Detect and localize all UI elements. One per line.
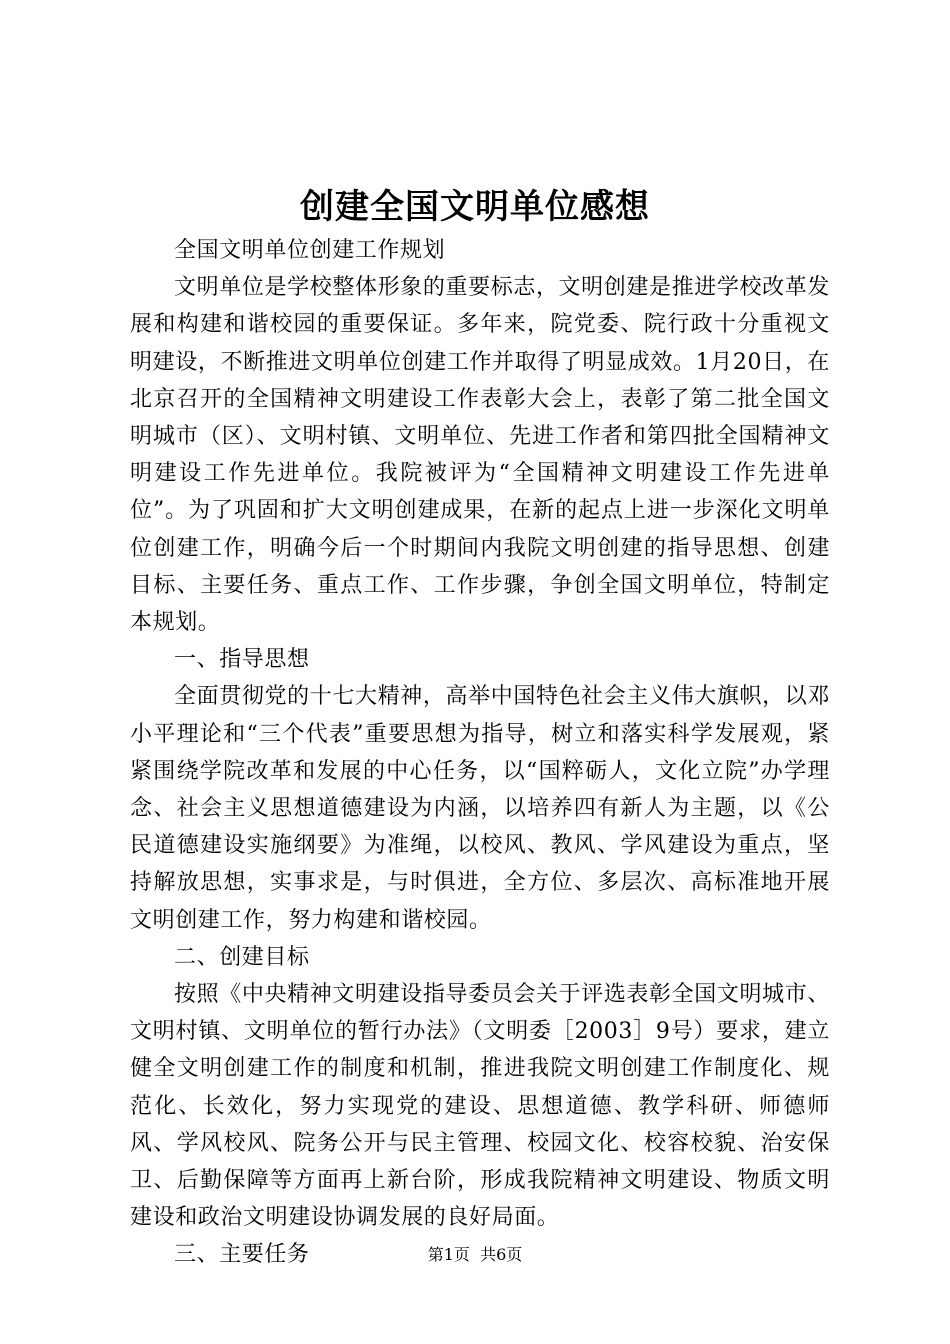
document-body [130, 232, 830, 1274]
section-heading-goals: 二、创建目标 [174, 944, 310, 970]
page-total: 共6页 [480, 1245, 523, 1264]
intro-paragraph: 文明单位是学校整体形象的重要标志，文明创建是推进学校改革发展和构建和谐校园的重要保证。多年来，院党委、院行政十分重视文明建设，不断推进文明单位创建工作并取得了明显成效。1月20日，在北京召开的全国精神文明建设工作表彰大会上，表彰了第二批全国文明城市（区）、文明村镇、文明单位、先进工作者和第四批全国精神文明建设工作先进单位。我院被评为“全国精神文明建设工作先进单位”。为了巩固和扩大文明创建成果，在新的起点上进一步深化文明单位创建工作，明确今后一个时期间内我院文明创建的指导思想、创建目标、主要任务、重点工作、工作步骤，争创全国文明单位，特制定本规划。 [130, 275, 830, 636]
section-heading-guiding-ideology: 一、指导思想 [174, 647, 310, 673]
page-number: 第1页 [427, 1245, 470, 1264]
subtitle-paragraph: 全国文明单位创建工作规划 [174, 238, 446, 263]
goals-paragraph: 按照《中央精神文明建设指导委员会关于评选表彰全国文明城市、文明村镇、文明单位的暂行办法》（文明委［2003］9号）要求，建立健全文明创建工作的制度和机制，推进我院文明创建工作制度化、规范化、长效化，努力实现党的建设、思想道德、教学科研、师德师风、学风校风、院务公开与民主管理、校园文化、校容校貌、治安保卫、后勤保障等方面再上新台阶，形成我院精神文明建设、物质文明建设和政治文明建设协调发展的良好局面。 [130, 982, 830, 1231]
guiding-ideology-paragraph: 全面贯彻党的十七大精神，高举中国特色社会主义伟大旗帜，以邓小平理论和“三个代表”重要思想为指导，树立和落实科学发展观，紧紧围绕学院改革和发展的中心任务，以“国粹砺人，文化立院”办学理念、社会主义思想道德建设为内涵，以培养四有新人为主题，以《公民道德建设实施纲要》为准绳，以校风、教风、学风建设为重点，坚持解放思想，实事求是，与时俱进，全方位、多层次、高标准地开展文明创建工作，努力构建和谐校园。 [130, 684, 830, 933]
page-footer [0, 1244, 950, 1266]
document-title: 创建全国文明单位感想 [300, 187, 650, 227]
section-heading-main-tasks: 三、主要任务 [174, 1242, 310, 1268]
